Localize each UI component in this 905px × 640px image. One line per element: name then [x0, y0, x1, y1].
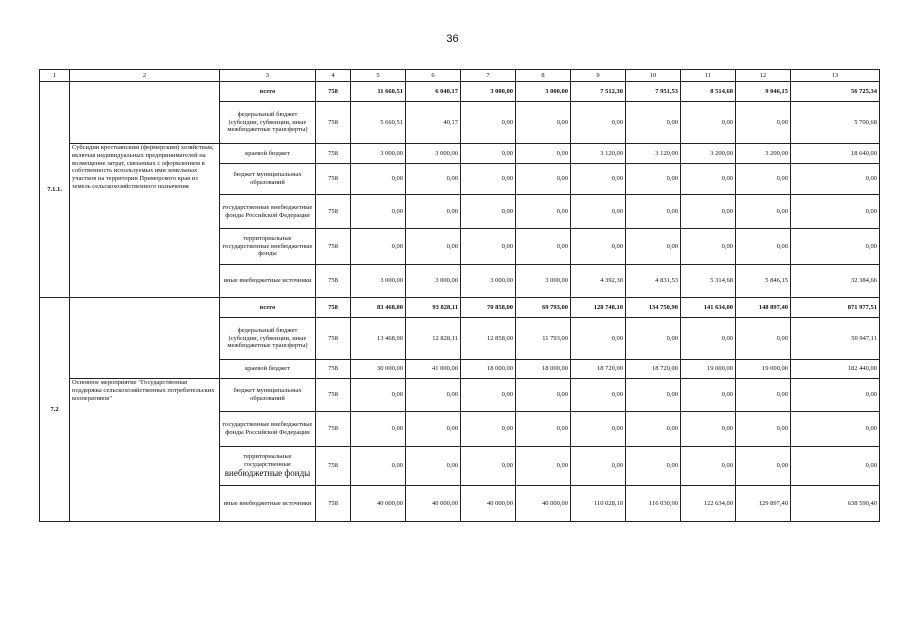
funding-source-label: бюджет муниципальных образований	[233, 171, 302, 186]
cell-value: 0,00	[626, 195, 681, 229]
cell-value: 3 200,00	[736, 144, 791, 164]
cell-value: 0,00	[736, 447, 791, 486]
funding-source-label: всего	[259, 303, 276, 311]
cell-value: 148 897,40	[736, 298, 791, 318]
cell-value: 18 720,00	[626, 360, 681, 379]
cell-value: 0,00	[571, 195, 626, 229]
cell-value: 3 000,00	[516, 265, 571, 298]
cell-value: 7 512,30	[571, 82, 626, 102]
funding-source-label: территориальные государственные	[243, 452, 292, 468]
cell-value: 40,17	[406, 102, 461, 144]
cell-value: 0,00	[736, 195, 791, 229]
cell-value: 3 000,00	[406, 265, 461, 298]
column-header: 12	[736, 70, 791, 82]
cell-code: 758	[316, 318, 351, 360]
cell-value: 83 468,00	[351, 298, 406, 318]
funding-source-label: государственные внебюджетные фонды Российской Федерации	[222, 421, 313, 436]
funding-source-label-extra: внебюджетные фонды	[224, 468, 311, 479]
cell-value: 0,00	[626, 379, 681, 412]
cell-value: 0,00	[461, 195, 516, 229]
column-header: 7	[461, 70, 516, 82]
cell-total: 32 384,66	[791, 265, 880, 298]
column-header: 1	[40, 70, 70, 82]
cell-value: 40 000,00	[406, 486, 461, 522]
funding-source-label: территориальные государственные внебюджетные фонды	[222, 234, 313, 258]
cell-value: 0,00	[461, 447, 516, 486]
funding-source-label: краевой бюджет	[245, 149, 290, 157]
cell-value: 0,00	[461, 144, 516, 164]
cell-value: 0,00	[681, 447, 736, 486]
cell-value: 0,00	[351, 229, 406, 265]
cell-value: 4 831,53	[626, 265, 681, 298]
section-name: Субсидии крестьянским (фермерским) хозяйствам, включая индивидуальных предпринимателей на возмещение затрат, связанных с оформлением в собственность используемых ими земельных участков на территории Приморского края из земель сельскохозяйственного назначения	[70, 144, 220, 298]
cell-value: 3 000,00	[351, 144, 406, 164]
cell-value: 0,00	[736, 318, 791, 360]
cell-value: 40 000,00	[351, 486, 406, 522]
cell-value: 40 000,00	[516, 486, 571, 522]
cell-value: 30 000,00	[351, 360, 406, 379]
cell-value: 41 000,00	[406, 360, 461, 379]
cell-value: 18 720,00	[571, 360, 626, 379]
cell-value: 0,00	[681, 102, 736, 144]
cell-total: 638 590,40	[791, 486, 880, 522]
cell-total: 5 700,68	[791, 102, 880, 144]
cell-value: 0,00	[626, 447, 681, 486]
cell-total: 0,00	[791, 412, 880, 447]
cell-value: 0,00	[351, 412, 406, 447]
cell-value: 122 634,00	[681, 486, 736, 522]
cell-code: 758	[316, 82, 351, 102]
cell-value: 0,00	[571, 412, 626, 447]
cell-value: 0,00	[351, 195, 406, 229]
section-code: 7.2	[40, 298, 70, 522]
cell-value: 0,00	[571, 229, 626, 265]
cell-value: 0,00	[736, 164, 791, 195]
cell-total: 0,00	[791, 164, 880, 195]
cell-value: 6 040,17	[406, 82, 461, 102]
funding-source-label: краевой бюджет	[245, 365, 290, 373]
cell-code: 758	[316, 298, 351, 318]
funding-source	[220, 379, 316, 412]
cell-value: 0,00	[461, 379, 516, 412]
cell-value: 0,00	[681, 318, 736, 360]
cell-value: 0,00	[736, 412, 791, 447]
cell-value: 0,00	[736, 379, 791, 412]
funding-source	[220, 486, 316, 522]
cell-value: 110 028,10	[571, 486, 626, 522]
column-header: 3	[220, 70, 316, 82]
cell-total: 0,00	[791, 447, 880, 486]
cell-value: 11 660,51	[351, 82, 406, 102]
cell-value: 4 392,30	[571, 265, 626, 298]
cell-value: 0,00	[571, 164, 626, 195]
funding-source-label: бюджет муниципальных образований	[233, 387, 302, 402]
funding-source	[220, 360, 316, 379]
cell-value: 0,00	[736, 102, 791, 144]
cell-value: 0,00	[571, 379, 626, 412]
cell-total: 18 640,00	[791, 144, 880, 164]
cell-value: 0,00	[681, 164, 736, 195]
funding-source-label: иные внебюджетные источники	[223, 499, 312, 507]
cell-value: 0,00	[516, 144, 571, 164]
table-row-total	[40, 298, 880, 318]
name-cell-empty	[70, 82, 220, 144]
cell-value: 40 000,00	[461, 486, 516, 522]
cell-value: 0,00	[736, 229, 791, 265]
cell-value: 0,00	[516, 379, 571, 412]
cell-total: 56 725,34	[791, 82, 880, 102]
cell-total: 0,00	[791, 379, 880, 412]
column-header: 6	[406, 70, 461, 82]
cell-value: 0,00	[516, 447, 571, 486]
cell-value: 0,00	[516, 229, 571, 265]
cell-value: 0,00	[626, 318, 681, 360]
funding-source	[220, 102, 316, 144]
cell-value: 0,00	[406, 447, 461, 486]
funding-source	[220, 265, 316, 298]
cell-value: 0,00	[406, 379, 461, 412]
column-header: 10	[626, 70, 681, 82]
cell-value: 12 858,00	[461, 318, 516, 360]
funding-source	[220, 144, 316, 164]
cell-value: 3 000,00	[351, 265, 406, 298]
funding-source	[220, 298, 316, 318]
cell-value: 0,00	[571, 102, 626, 144]
cell-code: 758	[316, 412, 351, 447]
cell-value: 11 793,00	[516, 318, 571, 360]
column-header: 4	[316, 70, 351, 82]
column-header: 11	[681, 70, 736, 82]
cell-code: 758	[316, 144, 351, 164]
cell-code: 758	[316, 265, 351, 298]
funding-source	[220, 412, 316, 447]
cell-total: 50 947,11	[791, 318, 880, 360]
funding-source-label: федеральный бюджет (субсидии, субвенции, иные межбюджетные трансферты)	[227, 326, 308, 350]
cell-value: 3 000,00	[406, 144, 461, 164]
cell-total: 0,00	[791, 229, 880, 265]
cell-value: 3 000,00	[461, 82, 516, 102]
cell-value: 0,00	[406, 412, 461, 447]
cell-value: 3 000,00	[516, 82, 571, 102]
cell-code: 758	[316, 360, 351, 379]
cell-value: 134 750,90	[626, 298, 681, 318]
cell-value: 0,00	[516, 164, 571, 195]
table-row	[40, 379, 880, 412]
funding-source-label: иные внебюджетные источники	[223, 277, 312, 285]
cell-value: 18 000,00	[461, 360, 516, 379]
cell-value: 0,00	[461, 412, 516, 447]
cell-value: 0,00	[626, 229, 681, 265]
cell-value: 93 828,11	[406, 298, 461, 318]
table-row-total	[40, 82, 880, 102]
funding-source	[220, 318, 316, 360]
cell-value: 3 000,00	[461, 265, 516, 298]
cell-value: 7 951,53	[626, 82, 681, 102]
cell-code: 758	[316, 379, 351, 412]
cell-code: 758	[316, 229, 351, 265]
cell-value: 0,00	[406, 229, 461, 265]
cell-value: 0,00	[571, 318, 626, 360]
table-row	[40, 144, 880, 164]
cell-value: 0,00	[571, 447, 626, 486]
cell-code: 758	[316, 195, 351, 229]
cell-value: 9 046,15	[736, 82, 791, 102]
cell-value: 0,00	[461, 164, 516, 195]
column-header: 13	[791, 70, 880, 82]
cell-value: 19 000,00	[681, 360, 736, 379]
cell-value: 0,00	[626, 412, 681, 447]
cell-value: 0,00	[351, 447, 406, 486]
cell-value: 0,00	[406, 164, 461, 195]
funding-source	[220, 447, 316, 486]
cell-value: 0,00	[351, 379, 406, 412]
cell-value: 3 120,00	[571, 144, 626, 164]
cell-total: 0,00	[791, 195, 880, 229]
budget-table	[39, 69, 880, 522]
cell-code: 758	[316, 164, 351, 195]
cell-value: 0,00	[351, 164, 406, 195]
name-cell-empty	[70, 298, 220, 379]
cell-value: 129 897,40	[736, 486, 791, 522]
cell-value: 8 514,68	[681, 82, 736, 102]
funding-source-label: всего	[259, 87, 276, 95]
page-number: 36	[446, 33, 459, 45]
cell-value: 141 634,00	[681, 298, 736, 318]
cell-value: 19 000,00	[736, 360, 791, 379]
cell-value: 0,00	[516, 195, 571, 229]
cell-value: 3 200,00	[681, 144, 736, 164]
funding-source	[220, 229, 316, 265]
cell-total: 871 977,51	[791, 298, 880, 318]
cell-value: 116 030,90	[626, 486, 681, 522]
cell-value: 0,00	[461, 229, 516, 265]
cell-value: 0,00	[406, 195, 461, 229]
cell-value: 69 793,00	[516, 298, 571, 318]
header-row	[40, 70, 880, 82]
cell-value: 0,00	[626, 102, 681, 144]
column-header: 5	[351, 70, 406, 82]
cell-value: 0,00	[516, 102, 571, 144]
cell-value: 5 846,15	[736, 265, 791, 298]
cell-total: 182 440,00	[791, 360, 880, 379]
cell-value: 5 314,68	[681, 265, 736, 298]
funding-source-label: федеральный бюджет (субсидии, субвенции, иные межбюджетные трансферты)	[227, 110, 308, 134]
section-name: Основное мероприятие "Государственная поддержка сельскохозяйственных потребительских кооперативов"	[70, 379, 220, 522]
cell-value: 70 858,00	[461, 298, 516, 318]
cell-value: 0,00	[626, 164, 681, 195]
cell-value: 0,00	[681, 229, 736, 265]
cell-value: 0,00	[681, 412, 736, 447]
section-code: 7.1.1.	[40, 82, 70, 298]
cell-code: 758	[316, 447, 351, 486]
cell-value: 12 828,11	[406, 318, 461, 360]
cell-value: 0,00	[681, 379, 736, 412]
funding-source	[220, 164, 316, 195]
cell-value: 0,00	[516, 412, 571, 447]
cell-value: 18 000,00	[516, 360, 571, 379]
cell-value: 0,00	[461, 102, 516, 144]
column-header: 8	[516, 70, 571, 82]
cell-code: 758	[316, 102, 351, 144]
cell-code: 758	[316, 486, 351, 522]
cell-value: 5 660,51	[351, 102, 406, 144]
funding-source-label: государственные внебюджетные фонды Российской Федерации	[222, 203, 313, 219]
funding-source	[220, 82, 316, 102]
cell-value: 3 120,00	[626, 144, 681, 164]
cell-value: 0,00	[681, 195, 736, 229]
funding-source	[220, 195, 316, 229]
column-header: 9	[571, 70, 626, 82]
cell-value: 13 468,00	[351, 318, 406, 360]
column-header: 2	[70, 70, 220, 82]
cell-value: 128 748,10	[571, 298, 626, 318]
